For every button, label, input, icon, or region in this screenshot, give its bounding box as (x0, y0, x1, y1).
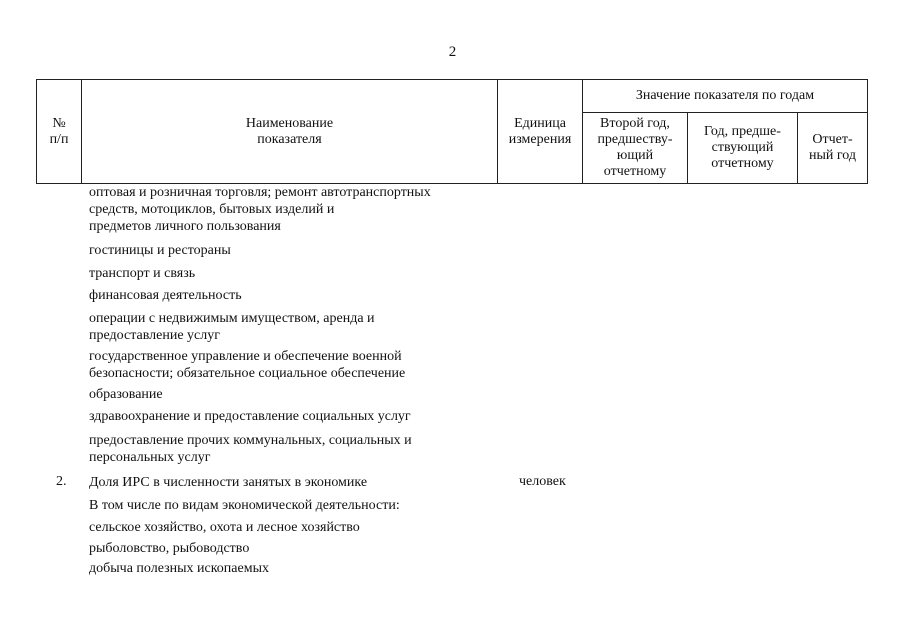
table-row: оптовая и розничная торговля; ремонт автотранспортных средств, мотоциклов, бытовых изделий и предметов личного пользования (89, 185, 431, 234)
item-unit: человек (519, 474, 566, 489)
table-row: рыболовство, рыбоводство (89, 541, 250, 556)
table-row: здравоохранение и предоставление социальных услуг (89, 409, 411, 424)
table-row: транспорт и связь (89, 266, 196, 281)
header-col-name: Наименование показателя (245, 115, 334, 147)
table-row: операции с недвижимым имуществом, аренда и предоставление услуг (89, 311, 375, 343)
table-row: предоставление прочих коммунальных, социальных и персональных услуг (89, 433, 412, 465)
table-row: добыча полезных ископаемых (89, 561, 269, 576)
table-row: Доля ИРС в численности занятых в экономике (89, 475, 368, 490)
page-number: 2 (448, 44, 457, 60)
item-number: 2. (56, 474, 67, 489)
table-row: государственное управление и обеспечение военной безопасности; обязательное социальное обеспечение (89, 349, 406, 381)
table-header (36, 79, 868, 184)
header-values-group: Значение показателя по годам (635, 88, 815, 103)
header-col-year2: Второй год, предшеству- ющий отчетному (597, 116, 673, 179)
header-col-num: № п/п (49, 115, 69, 147)
table-row: В том числе по видам экономической деятельности: (89, 498, 400, 513)
header-col-year0: Отчет- ный год (808, 132, 856, 163)
header-col-unit: Единица измерения (508, 115, 572, 147)
table-row: сельское хозяйство, охота и лесное хозяйство (89, 520, 360, 535)
table-row: гостиницы и рестораны (89, 243, 231, 258)
table-row: финансовая деятельность (89, 288, 242, 303)
table-row: образование (89, 387, 163, 402)
header-col-year1: Год, предше- ствующий отчетному (704, 124, 781, 171)
